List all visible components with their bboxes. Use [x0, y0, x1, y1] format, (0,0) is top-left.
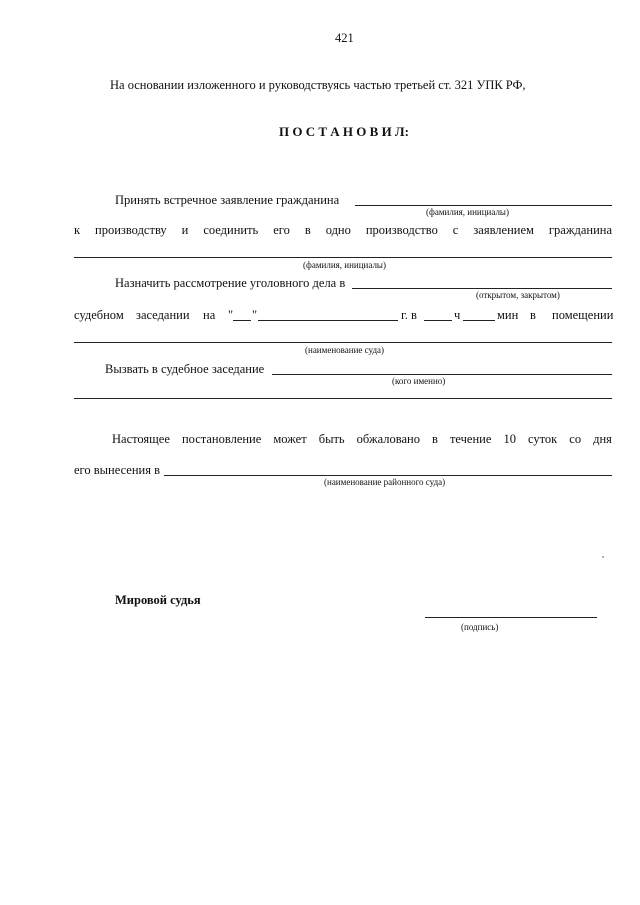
caption-name-1: (фамилия, инициалы)	[426, 207, 509, 217]
word: постановление	[181, 432, 262, 446]
caption-district-court: (наименование районного суда)	[324, 477, 446, 487]
accept-counterclaim-text: Принять встречное заявление гражданина	[115, 193, 340, 207]
citizen-name-line-2	[74, 257, 612, 258]
page-number: 421	[335, 31, 354, 45]
year-at-text: г. в	[401, 308, 417, 322]
close-quote: "	[252, 308, 258, 322]
schedule-case-text: Назначить рассмотрение уголовного дела в	[115, 276, 346, 290]
caption-whom: (кого именно)	[392, 376, 446, 386]
word: и	[181, 223, 189, 237]
scan-speck	[602, 556, 604, 558]
word: соединить	[203, 223, 259, 237]
word: производство	[365, 223, 438, 237]
hours-label: ч	[454, 308, 461, 322]
word-zasedanii: заседании	[136, 308, 190, 322]
word: одно	[325, 223, 351, 237]
word: течение	[449, 432, 492, 446]
word-v: в	[530, 308, 536, 322]
appeal-row	[112, 432, 612, 447]
word: 10	[503, 432, 516, 446]
month-year-line	[258, 320, 398, 321]
hours-line	[424, 320, 452, 321]
citizen-name-line-1	[355, 205, 612, 206]
open-quote: "	[228, 308, 234, 322]
word: производству	[95, 223, 167, 237]
magistrate-judge-label: Мировой судья	[115, 593, 201, 607]
signature-line	[425, 617, 597, 618]
session-type-line	[352, 288, 612, 289]
district-court-line	[164, 475, 612, 476]
intro-text: На основании изложенного и руководствуясь частью третьей ст. 321 УПК РФ,	[110, 78, 526, 92]
summon-line	[272, 374, 612, 375]
word: заявлением	[473, 223, 534, 237]
caption-signature: (подпись)	[461, 622, 499, 632]
proceedings-row	[74, 223, 612, 238]
word: суток	[527, 432, 558, 446]
caption-court: (наименование суда)	[305, 345, 385, 355]
word-pomeshenii: помещении	[552, 308, 614, 322]
heading: П О С Т А Н О В И Л:	[279, 124, 409, 139]
word: дня	[593, 432, 612, 446]
word: гражданина	[548, 223, 612, 237]
word: быть	[318, 432, 345, 446]
word-na: на	[203, 308, 216, 322]
word: в	[432, 432, 438, 446]
minutes-label: мин	[497, 308, 519, 322]
word: с	[452, 223, 459, 237]
issuance-text: его вынесения в	[74, 463, 160, 477]
day-line	[233, 320, 251, 321]
word: может	[273, 432, 307, 446]
word: Настоящее	[112, 432, 170, 446]
word: обжаловано	[356, 432, 420, 446]
word: в	[304, 223, 311, 237]
caption-session-type: (открытом, закрытом)	[476, 290, 560, 300]
summon-line-2	[74, 398, 612, 399]
word: его	[273, 223, 290, 237]
minutes-line	[463, 320, 495, 321]
word-sudebnom: судебном	[74, 308, 124, 322]
caption-name-2: (фамилия, инициалы)	[303, 260, 386, 270]
court-name-line	[74, 342, 612, 343]
word: к	[74, 223, 81, 237]
word: со	[569, 432, 582, 446]
summon-text: Вызвать в судебное заседание	[105, 362, 265, 376]
